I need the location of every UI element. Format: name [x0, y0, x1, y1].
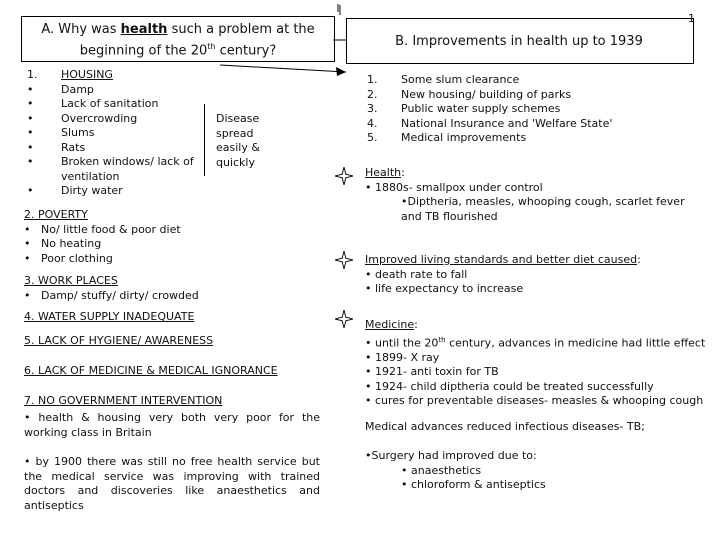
list-item: New housing/ building of parks: [401, 87, 572, 101]
government-para-1: • health & housing very both very poor for the working class in Britain: [24, 411, 320, 439]
list-item: Medical improvements: [401, 131, 527, 144]
list-item: Rats: [61, 140, 86, 154]
workplaces-heading: 3. WORK PLACES: [24, 274, 118, 287]
list-item: • No heating: [24, 237, 102, 250]
disease-note: Disease spread easily & quickly: [216, 112, 260, 169]
section-a-title: A. Why was health such a problem at the beginning of the 20th century?: [41, 22, 315, 59]
list-item: • life expectancy to increase: [365, 282, 524, 295]
list-item: Overcrowding: [61, 111, 138, 125]
government-para-2: • by 1900 there was still no free health service but the medical service was improving with trained doctors and discoveries like anaesthetics and antiseptics: [24, 455, 320, 512]
medical-advances-note: Medical advances reduced infectious diseases- TB;: [365, 420, 645, 433]
list-item: • anaesthetics: [401, 463, 482, 477]
list-item: • death rate to fall: [365, 267, 468, 281]
surgery-heading: •Surgery had improved due to:: [365, 449, 537, 462]
housing-list: [61, 68, 194, 199]
housing-heading: HOUSING: [61, 68, 113, 81]
housing-markers: 1. • • • • • • •: [27, 68, 38, 197]
list-item: • Damp/ stuffy/ dirty/ crowded: [24, 288, 199, 302]
hygiene-heading: 5. LACK OF HYGIENE/ AWARENESS: [24, 334, 214, 347]
star-icon: [335, 251, 353, 269]
list-item: • 1924- child diptheria could be treated successfully: [365, 379, 654, 393]
list-item: • 1880s- smallpox under control: [365, 180, 543, 194]
section-b-title: B. Improvements in health up to 1939: [395, 34, 643, 49]
star-icon: [335, 310, 353, 328]
list-item: Lack of sanitation: [61, 97, 159, 110]
water-heading: 4. WATER SUPPLY INADEQUATE: [24, 310, 195, 323]
list-item: Dirty water: [61, 184, 123, 197]
list-item: • cures for preventable diseases- measles & whooping cough: [365, 394, 704, 408]
list-item: National Insurance and 'Welfare State': [401, 116, 613, 130]
surgery-section: [365, 449, 546, 493]
medicine-heading: Medicine: [365, 318, 415, 331]
improvements-numbers: 1. 2. 3. 4. 5.: [367, 73, 378, 144]
list-item: • No/ little food & poor diet: [24, 222, 181, 236]
list-item: Damp: [61, 82, 94, 96]
list-item: and TB flourished: [401, 209, 498, 223]
government-heading: 7. NO GOVERNMENT INTERVENTION: [24, 394, 223, 407]
list-item: • Poor clothing: [24, 251, 113, 265]
health-heading: Health: [365, 166, 402, 179]
list-item: • until the 20th century, advances in medicine had little effect: [365, 335, 706, 350]
list-item: • 1899- X ray: [365, 350, 440, 364]
list-item: Public water supply schemes: [401, 102, 561, 115]
workplaces-section: [24, 274, 199, 303]
list-item: • chloroform & antiseptics: [401, 478, 546, 491]
list-item: ventilation: [61, 169, 120, 183]
improvements-list: [401, 73, 612, 146]
poverty-heading: 2. POVERTY: [24, 208, 88, 221]
living-heading: Improved living standards and better diet caused: [365, 253, 638, 266]
health-section: Health: • 1880s- smallpox under control •Diptheria, measles, whooping cough, scarlet fever and TB flourished: [365, 166, 685, 223]
medicine-ignorance-heading: 6. LACK OF MEDICINE & MEDICAL IGNORANCE: [24, 364, 278, 377]
list-item: • 1921- anti toxin for TB: [365, 365, 499, 379]
medicine-section: Medicine: • until the 20th century, advances in medicine had little effect • 1899- X ray • 1921- anti toxin for TB • 1924- child diptheria could be treated successfully • cures for preventable diseases- measles & whooping cough: [365, 318, 706, 408]
list-item: Broken windows/ lack of: [61, 155, 194, 168]
poverty-section: [24, 208, 181, 266]
housing-brace: [204, 104, 211, 176]
list-item: Slums: [61, 126, 95, 139]
star-icon: [335, 167, 353, 185]
list-item: Some slum clearance: [401, 73, 520, 86]
page-number: 1: [688, 12, 695, 25]
living-standards-section: Improved living standards and better diet caused: • death rate to fall • life expectancy to increase: [365, 253, 641, 295]
list-item: •Diptheria, measles, whooping cough, scarlet fever: [401, 195, 685, 208]
